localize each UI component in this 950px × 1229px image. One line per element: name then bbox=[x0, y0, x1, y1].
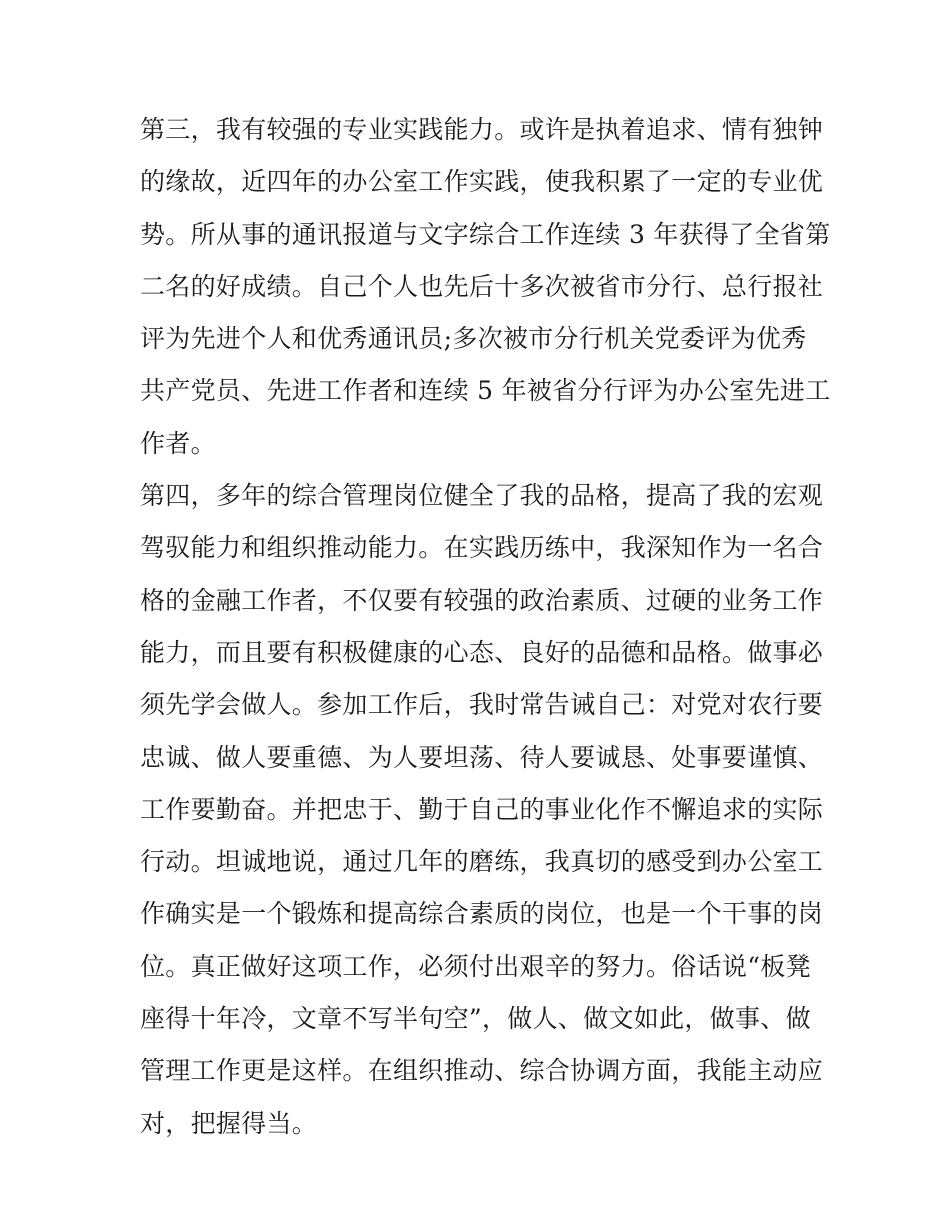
text-line: 驾驭能力和组织推动能力。在实践历练中，我深知作为一名合 bbox=[140, 533, 824, 563]
text-line: 须先学会做人。参加工作后，我时常告诫自己：对党对农行要 bbox=[140, 690, 824, 720]
text-line: 忠诚、做人要重德、为人要坦荡、待人要诚恳、处事要谨慎、 bbox=[140, 742, 824, 772]
text-line: 行动。坦诚地说，通过几年的磨练，我真切的感受到办公室工 bbox=[140, 847, 824, 877]
text-line: 共产党员、先进工作者和连续 5 年被省分行评为办公室先进工 bbox=[140, 376, 831, 406]
text-line: 二名的好成绩。自己个人也先后十多次被省市分行、总行报社 bbox=[140, 271, 824, 301]
text-line: 座得十年冷，文章不写半句空”，做人、做文如此，做事、做 bbox=[140, 1004, 811, 1034]
text-line: 势。所从事的通讯报道与文字综合工作连续 3 年获得了全省第 bbox=[140, 219, 831, 249]
text-line: 作者。 bbox=[140, 428, 216, 458]
text-line: 管理工作更是这样。在组织推动、综合协调方面，我能主动应 bbox=[140, 1056, 824, 1086]
text-line: 的缘故，近四年的办公室工作实践，使我积累了一定的专业优 bbox=[140, 167, 824, 197]
text-line: 第四，多年的综合管理岗位健全了我的品格，提高了我的宏观 bbox=[140, 481, 824, 511]
text-line: 格的金融工作者，不仅要有较强的政治素质、过硬的业务工作 bbox=[140, 585, 824, 615]
text-line: 对，把握得当。 bbox=[140, 1108, 318, 1138]
text-line: 评为先进个人和优秀通讯员;多次被市分行机关党委评为优秀 bbox=[140, 324, 807, 354]
text-line: 能力，而且要有积极健康的心态、良好的品德和品格。做事必 bbox=[140, 637, 824, 667]
text-line: 第三，我有较强的专业实践能力。或许是执着追求、情有独钟 bbox=[140, 115, 824, 144]
body-text bbox=[140, 104, 831, 1150]
text-line: 作确实是一个锻炼和提高综合素质的岗位，也是一个干事的岗 bbox=[140, 899, 824, 929]
text-line: 位。真正做好这项工作，必须付出艰辛的努力。俗话说“板凳 bbox=[140, 951, 811, 981]
text-line: 工作要勤奋。并把忠于、勤于自己的事业化作不懈追求的实际 bbox=[140, 794, 824, 824]
